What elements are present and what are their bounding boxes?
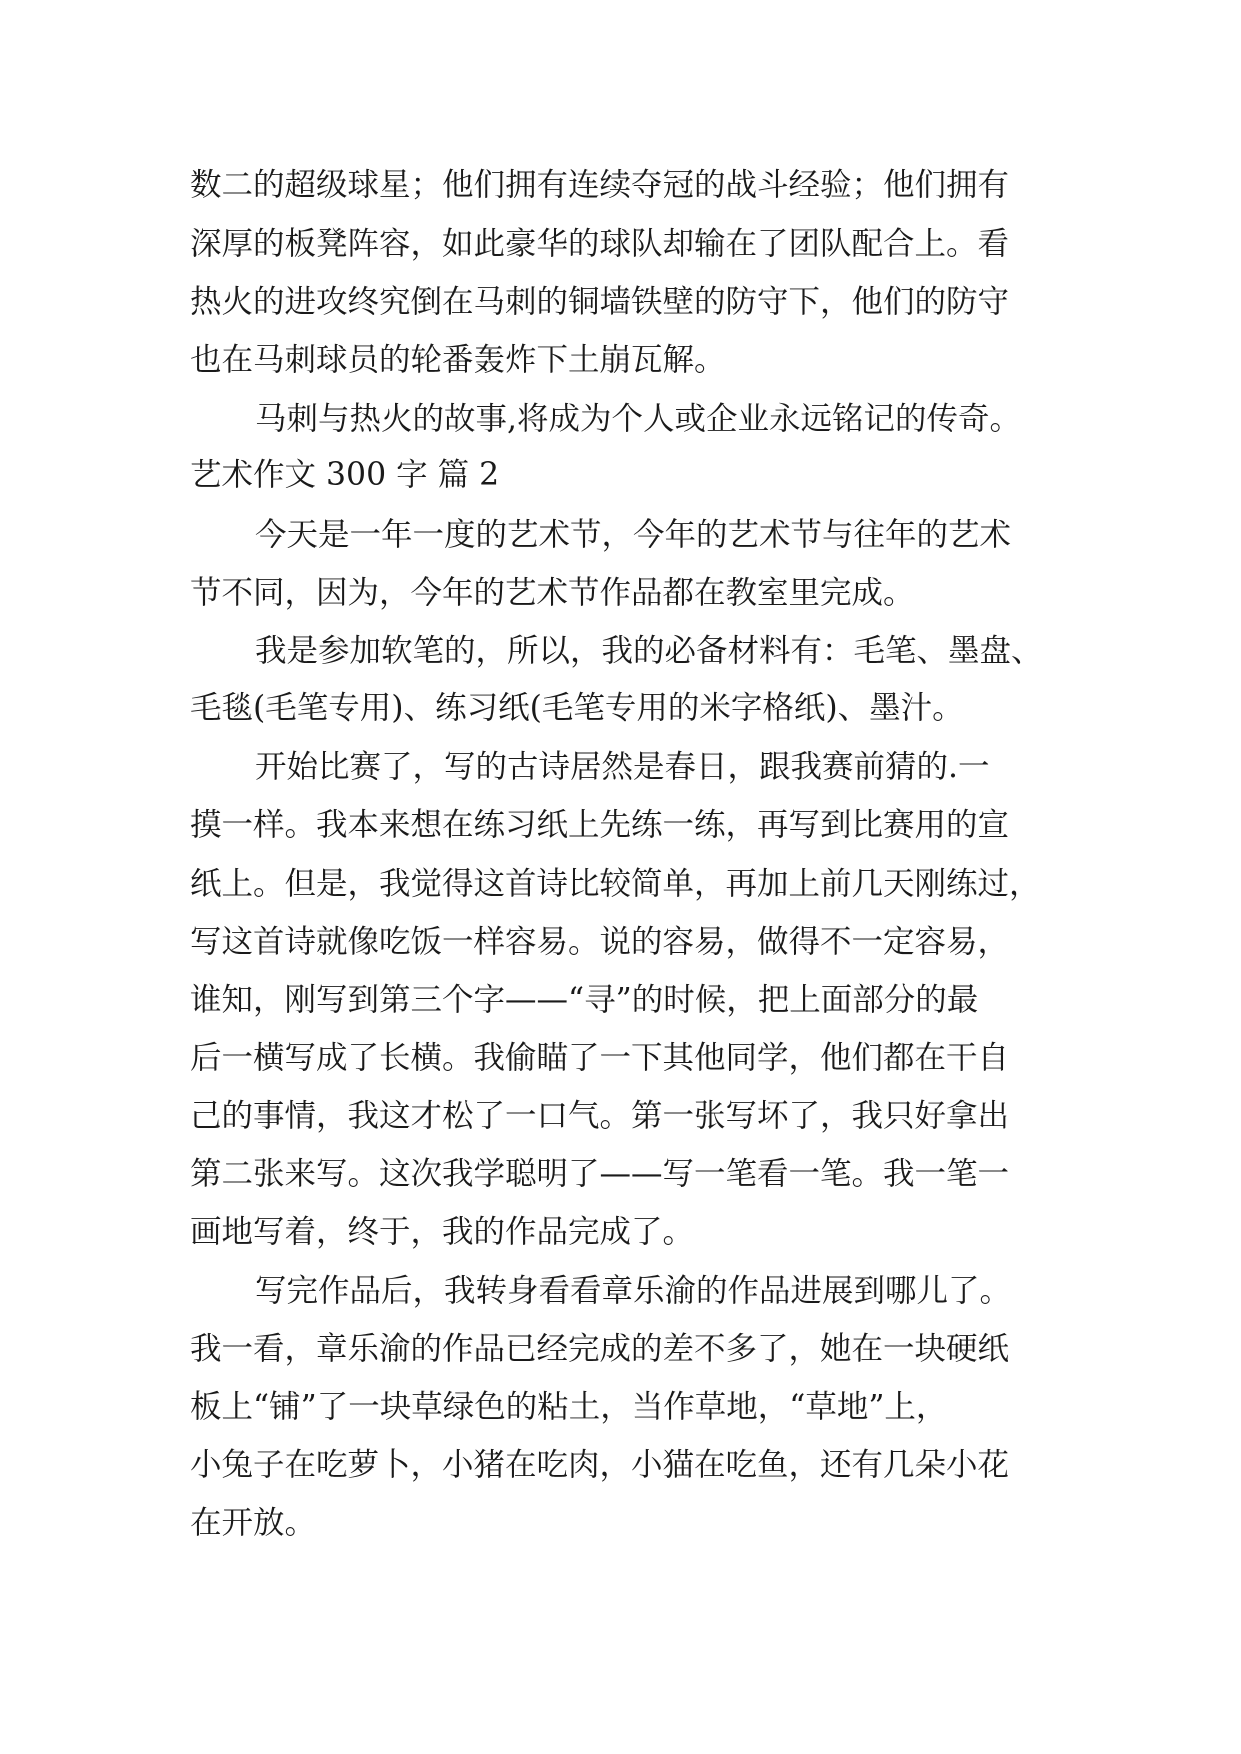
text-line: 小兔子在吃萝卜，小猪在吃肉，小猫在吃鱼，还有几朵小花 <box>190 1447 1010 1483</box>
paragraph-first-line: 写完作品后，我转身看看章乐渝的作品进展到哪儿了。 <box>255 1273 1012 1309</box>
text-line: 热火的进攻终究倒在马刺的铜墙铁壁的防守下，他们的防守 <box>190 284 1010 320</box>
paragraph-first-line: 我是参加软笔的，所以，我的必备材料有：毛笔、墨盘、 <box>255 633 1043 669</box>
section-heading: 艺术作文 300 字 篇 2 <box>190 457 500 493</box>
text-line: 节不同，因为，今年的艺术节作品都在教室里完成。 <box>190 575 915 611</box>
text-line: 摸一样。我本来想在练习纸上先练一练，再写到比赛用的宣 <box>190 807 1010 843</box>
text-line: 也在马刺球员的轮番轰炸下土崩瓦解。 <box>190 342 726 378</box>
text-line: 在开放。 <box>190 1505 317 1541</box>
paragraph-first-line: 开始比赛了，写的古诗居然是春日，跟我赛前猜的.一 <box>255 749 990 785</box>
text-line: 第二张来写。这次我学聪明了——写一笔看一笔。我一笔一 <box>190 1156 1010 1192</box>
text-line: 谁知，刚写到第三个字——“寻”的时候，把上面部分的最 <box>190 982 979 1018</box>
text-line: 我一看，章乐渝的作品已经完成的差不多了，她在一块硬纸 <box>190 1331 1010 1367</box>
text-line: 毛毯(毛笔专用)、练习纸(毛笔专用的米字格纸)、墨汁。 <box>190 690 964 726</box>
paragraph-first-line: 马刺与热火的故事,将成为个人或企业永远铭记的传奇。 <box>255 401 1022 437</box>
text-line: 己的事情，我这才松了一口气。第一张写坏了，我只好拿出 <box>190 1098 1010 1134</box>
text-line: 数二的超级球星；他们拥有连续夺冠的战斗经验；他们拥有 <box>190 167 1010 203</box>
text-line: 纸上。但是，我觉得这首诗比较简单，再加上前几天刚练过， <box>190 866 1041 902</box>
text-line: 板上“铺”了一块草绿色的粘土，当作草地，“草地”上， <box>190 1389 948 1425</box>
text-line: 写这首诗就像吃饭一样容易。说的容易，做得不一定容易， <box>190 924 1010 960</box>
text-line: 深厚的板凳阵容，如此豪华的球队却输在了团队配合上。看 <box>190 226 1010 262</box>
text-line: 画地写着，终于，我的作品完成了。 <box>190 1214 695 1250</box>
paragraph-first-line: 今天是一年一度的艺术节，今年的艺术节与往年的艺术 <box>255 517 1012 553</box>
text-line: 后一横写成了长横。我偷瞄了一下其他同学，他们都在干自 <box>190 1040 1010 1076</box>
